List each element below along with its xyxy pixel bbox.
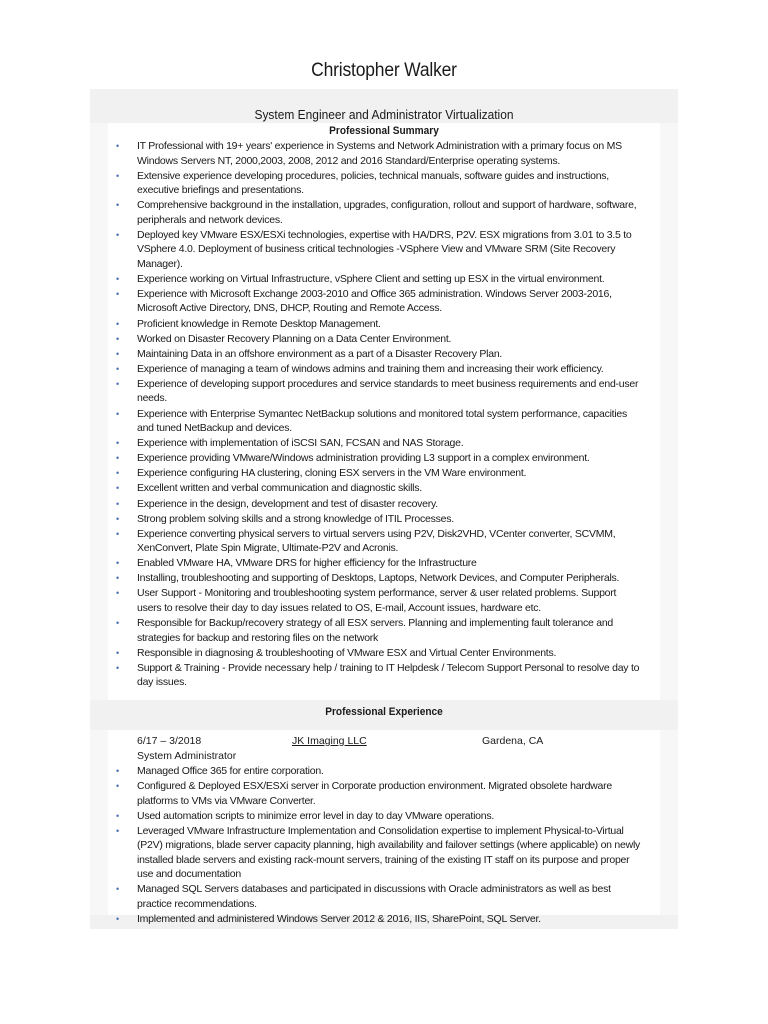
summary-item: [112, 556, 642, 571]
summary-item: [112, 287, 642, 316]
summary-item: [112, 139, 642, 168]
bullet-icon: •: [116, 588, 119, 599]
bullet-icon: •: [116, 273, 119, 284]
bullet-icon: •: [116, 662, 119, 673]
summary-item-text: Worked on Disaster Recovery Planning on a Data Center Environment.: [137, 332, 452, 345]
summary-item: [112, 646, 642, 661]
summary-item: [112, 527, 642, 556]
summary-item: [112, 272, 642, 287]
summary-item: [112, 481, 642, 496]
bullet-icon: •: [116, 348, 119, 359]
bullet-icon: •: [116, 884, 119, 895]
experience-item-text: Used automation scripts to minimize error level in day to day VMware operations.: [137, 809, 494, 822]
experience-item-text: Configured & Deployed ESX/ESXi server in Corporate production environment. Migrated obsolete hardware platforms to VMs via VMware Converter.: [137, 780, 612, 807]
bullet-icon: •: [116, 200, 119, 211]
bullet-icon: •: [116, 618, 119, 629]
summary-item-text: Experience working on Virtual Infrastructure, vSphere Client and setting up ESX in the virtual environment.: [137, 272, 605, 285]
summary-item: [112, 317, 642, 332]
summary-item-text: User Support - Monitoring and troubleshooting system performance, server & user related problems. Support users to resolve their day to day issues related to OS, E-mail, Account issues, hardware etc.: [137, 587, 617, 614]
summary-heading: Professional Summary: [329, 125, 439, 137]
summary-item-text: Responsible for Backup/recovery strategy of all ESX servers. Planning and implementing fault tolerance and strategies for backup and restoring files on the network: [137, 617, 614, 644]
bullet-icon: •: [116, 453, 119, 464]
summary-item: [112, 571, 642, 586]
bullet-icon: •: [116, 378, 119, 389]
experience-item-text: Managed Office 365 for entire corporation.: [137, 765, 324, 777]
summary-item: [112, 661, 642, 690]
summary-item-text: Support & Training - Provide necessary help / training to IT Helpdesk / Telecom Support Personal to resolve day to day issues.: [137, 661, 640, 689]
summary-item: [112, 497, 642, 512]
experience-side-band-right: [660, 730, 678, 915]
summary-item: [112, 198, 642, 227]
summary-item-text: Experience with Enterprise Symantec NetBackup solutions and monitored total system performance, capacities and tuned NetBackup and devices.: [137, 407, 627, 435]
bullet-icon: •: [116, 810, 119, 821]
experience-item-text: Implemented and administered Windows Server 2012 & 2016, IIS, SharePoint, SQL Server.: [137, 912, 541, 925]
summary-item-text: Extensive experience developing procedures, policies, technical manuals, software guides and instructions, executive briefings and presentations.: [137, 169, 609, 197]
bullet-icon: •: [116, 513, 119, 524]
summary-item-text: Enabled VMware HA, VMware DRS for higher efficiency for the Infrastructure: [137, 557, 477, 570]
bullet-icon: •: [116, 229, 119, 240]
summary-item-text: Experience configuring HA clustering, cloning ESX servers in the VM Ware environment.: [137, 467, 527, 480]
summary-item-text: Experience of managing a team of windows admins and training them and increasing their work efficiency.: [137, 362, 604, 375]
summary-item: [112, 169, 642, 198]
bullet-icon: •: [116, 363, 119, 374]
bullet-icon: •: [116, 528, 119, 539]
summary-item-text: Experience with Microsoft Exchange 2003-2010 and Office 365 administration. Windows Server 2003-2016, Microsoft Active Directory, DNS, DHCP, Routing and Remote Access.: [137, 287, 612, 315]
bullet-icon: •: [116, 408, 119, 419]
bullet-icon: •: [116, 558, 119, 569]
experience-heading: Professional Experience: [325, 706, 443, 718]
summary-item: [112, 586, 642, 615]
summary-item: [112, 362, 642, 377]
bullet-icon: •: [116, 781, 119, 792]
summary-item-text: Excellent written and verbal communication and diagnostic skills.: [137, 482, 422, 495]
bullet-icon: •: [116, 913, 119, 924]
summary-side-band-left: [90, 123, 108, 700]
summary-item: [112, 616, 642, 645]
experience-item: [112, 912, 642, 927]
bullet-icon: •: [116, 141, 119, 151]
summary-item-text: Proficient knowledge in Remote Desktop Management.: [137, 317, 381, 330]
experience-item: [112, 809, 642, 824]
job-location: Gardena, CA: [482, 735, 544, 747]
summary-item: [112, 451, 642, 466]
summary-item-text: Responsible in diagnosing & troubleshooting of VMware ESX and Virtual Center Environments.: [137, 646, 557, 659]
summary-item: [112, 436, 642, 451]
summary-item-text: Experience converting physical servers to virtual servers using P2V, Disk2VHD, VCenter converter, SCVMM, XenConvert, Plate Spin Migrate, Ultimate-P2V and Acronis.: [137, 527, 616, 555]
summary-item-text: Experience in the design, development and test of disaster recovery.: [137, 497, 438, 510]
job-title: System Administrator: [137, 750, 237, 762]
bullet-icon: •: [116, 483, 119, 494]
summary-side-band-right: [660, 123, 678, 700]
bullet-icon: •: [116, 333, 119, 344]
summary-item-text: Installing, troubleshooting and supporting of Desktops, Laptops, Network Devices, and Computer Peripherals.: [137, 572, 620, 585]
summary-item-text: Experience with implementation of iSCSI SAN, FCSAN and NAS Storage.: [137, 437, 464, 450]
bullet-icon: •: [116, 468, 119, 479]
summary-item: [112, 228, 642, 272]
summary-item-text: Comprehensive background in the installation, upgrades, configuration, rollout and support of hardware, software, peripherals and network devices.: [137, 199, 637, 226]
bullet-icon: •: [116, 288, 119, 299]
bullet-icon: •: [116, 438, 119, 449]
summary-item-text: Experience providing VMware/Windows administration providing L3 support in a complex environment.: [137, 452, 590, 465]
job-company: JK Imaging LLC: [292, 735, 367, 747]
bullet-icon: •: [116, 825, 119, 836]
experience-item: [112, 824, 642, 882]
candidate-headline: System Engineer and Administrator Virtualization: [254, 107, 514, 122]
bullet-icon: •: [116, 766, 119, 776]
bullet-icon: •: [116, 318, 119, 329]
summary-list: [112, 139, 642, 690]
job-header-row: [137, 735, 637, 749]
experience-item: [112, 882, 642, 911]
bullet-icon: •: [116, 647, 119, 658]
experience-item-text: Managed SQL Servers databases and participated in discussions with Oracle administrators as well as best practice recommendations.: [137, 883, 611, 910]
bullet-icon: •: [116, 498, 119, 509]
summary-item: [112, 332, 642, 347]
experience-item: [112, 779, 642, 808]
candidate-name: Christopher Walker: [311, 60, 457, 81]
experience-item-text: Leveraged VMware Infrastructure Implementation and Consolidation expertise to implement Physical-to-Virtual (P2V) migrations, blade server capacity planning, high availability and failover settings (where applicable) on newly installed blade servers and existing rack-mount servers, training of the existing IT staff on its purpose and proper use and documentation: [137, 824, 641, 881]
bullet-icon: •: [116, 170, 119, 181]
summary-item: [112, 407, 642, 436]
experience-item: [112, 764, 642, 779]
summary-item-text: Deployed key VMware ESX/ESXi technologies, expertise with HA/DRS, P2V. ESX migrations from 3.01 to 3.5 to VSphere 4.0. Deployment of business critical technologies -VSphere View and VMware SRM (Site Recovery Manager).: [137, 228, 632, 270]
summary-item-text: IT Professional with 19+ years' experience in Systems and Network Administration with a primary focus on MS Windows Servers NT, 2000,2003, 2008, 2012 and 2016 Standard/Enterprise operating systems.: [137, 140, 622, 167]
summary-item: [112, 466, 642, 481]
summary-item: [112, 377, 642, 406]
experience-list: [112, 764, 642, 927]
summary-item-text: Experience of developing support procedures and service standards to meet business requirements and end-user needs.: [137, 377, 639, 405]
summary-item-text: Strong problem solving skills and a strong knowledge of ITIL Processes.: [137, 512, 454, 525]
experience-side-band-left: [90, 730, 108, 915]
summary-item: [112, 512, 642, 527]
summary-item-text: Maintaining Data in an offshore environment as a part of a Disaster Recovery Plan.: [137, 347, 503, 360]
summary-item: [112, 347, 642, 362]
bullet-icon: •: [116, 573, 119, 584]
job-dates: 6/17 – 3/2018: [137, 735, 202, 747]
